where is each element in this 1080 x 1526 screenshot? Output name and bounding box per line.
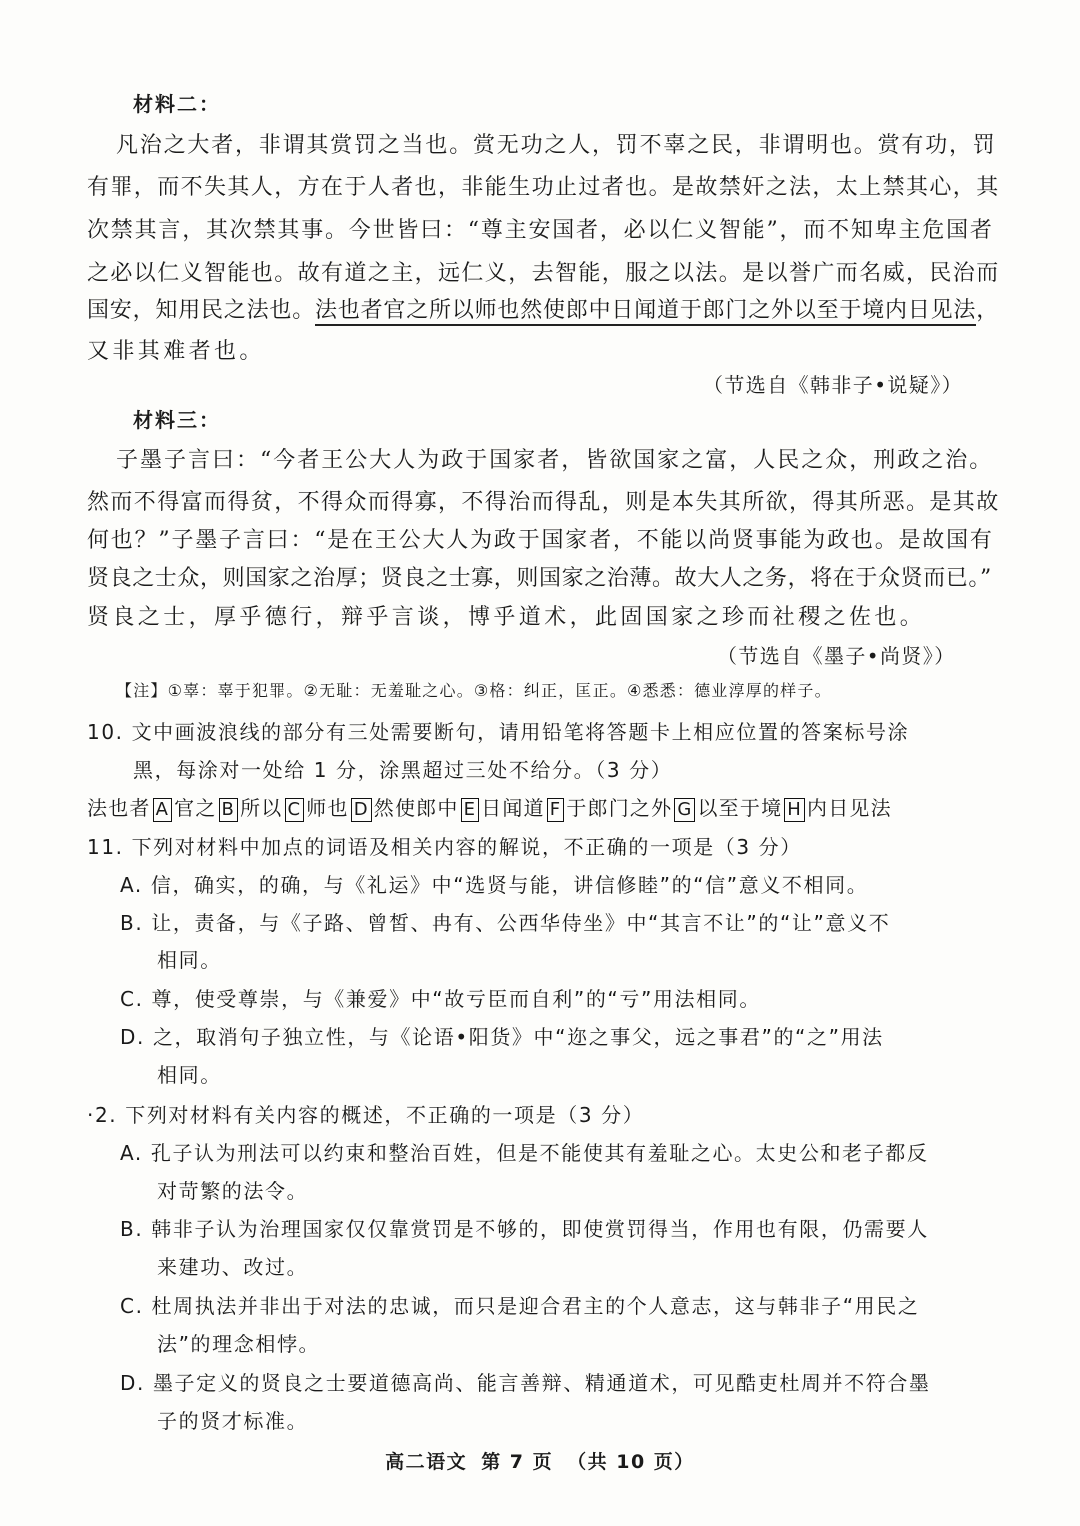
answer-box-f[interactable]: F bbox=[547, 798, 565, 822]
material-three-line-5: 贤良之士，厚乎德行，辩乎言谈，博乎道术，此固国家之珍而社稷之佐也。 bbox=[87, 605, 926, 630]
option-letter: A. bbox=[120, 1141, 143, 1165]
q12-option-b[interactable] bbox=[120, 1213, 929, 1242]
q12-option-d[interactable] bbox=[120, 1367, 931, 1396]
option-text: 孔子认为刑法可以约束和整治百姓，但是不能使其有羞耻之心。太史公和老子都反 bbox=[150, 1141, 929, 1165]
question-12-stem: 下列对材料有关内容的概述，不正确的一项是（3 分） bbox=[125, 1103, 645, 1127]
q11-option-d-cont: 相同。 bbox=[157, 1063, 222, 1087]
q12-option-c[interactable] bbox=[120, 1290, 919, 1319]
q12-option-b-cont: 来建功、改过。 bbox=[157, 1255, 309, 1279]
material-two-source: （节选自《韩非子•说疑》） bbox=[703, 373, 963, 397]
material-two-line-3: 次禁其言，其次禁其事。今世皆曰：“尊主安国者，必以仁义智能”，而不知卑主危国者 bbox=[87, 218, 994, 243]
q12-option-c-cont: 法”的理念相悖。 bbox=[157, 1332, 321, 1356]
question-10-line-2: 黑，每涂对一处给 1 分，涂黑超过三处不给分。（3 分） bbox=[133, 758, 673, 782]
q11-option-a[interactable] bbox=[120, 869, 868, 898]
material-three-label: 材料三： bbox=[133, 408, 221, 432]
question-12-number: ·2. bbox=[87, 1103, 118, 1127]
option-letter: C. bbox=[120, 1294, 144, 1318]
question-11 bbox=[87, 831, 802, 860]
question-10-sentence bbox=[87, 792, 892, 822]
material-three-line-3: 何也？”子墨子言曰：“是在王公大人为政于国家者，不能以尚贤事能为政也。是故国有 bbox=[87, 528, 994, 553]
footer-page-number: 第 7 页 bbox=[481, 1451, 554, 1473]
segment-text: 师也 bbox=[306, 796, 349, 820]
option-text: 尊，使受尊崇，与《兼爱》中“故亏臣而自利”的“亏”用法相同。 bbox=[151, 987, 761, 1011]
wavy-underlined-passage: 法也者官之所以师也然使郎中日闻道于郎门之外以至于境内日见法 bbox=[315, 298, 976, 326]
answer-box-b[interactable]: B bbox=[219, 798, 239, 822]
option-text: 之，取消句子独立性，与《论语•阳货》中“迩之事父，远之事君”的“之”用法 bbox=[152, 1025, 884, 1049]
option-letter: C. bbox=[120, 987, 144, 1011]
footer-total-pages: （共 10 页） bbox=[567, 1451, 695, 1473]
answer-box-d[interactable]: D bbox=[351, 798, 372, 822]
question-10-number: 10. bbox=[87, 720, 124, 744]
material-two-line-6: 又非其难者也。 bbox=[87, 339, 265, 364]
q11-option-c[interactable] bbox=[120, 983, 761, 1012]
q12-option-a[interactable] bbox=[120, 1137, 928, 1166]
option-text: 信，确实，的确，与《礼运》中“选贤与能，讲信修睦”的“信”意义不相同。 bbox=[150, 873, 869, 897]
material-two-line-5 bbox=[87, 293, 999, 324]
option-letter: D. bbox=[120, 1025, 145, 1049]
answer-box-c[interactable]: C bbox=[285, 798, 305, 822]
segment-text: 官之 bbox=[174, 796, 217, 820]
material-two-line-4: 之必以仁义智能也。故有道之主，远仁义，去智能，服之以法。是以誉广而名威，民治而 bbox=[87, 261, 1000, 286]
material-three-line-1: 子墨子言曰：“今者王公大人为政于国家者，皆欲国家之富，人民之众，刑政之治。 bbox=[116, 448, 994, 473]
question-10-line-1: 文中画波浪线的部分有三处需要断句，请用铅笔将答题卡上相应位置的答案标号涂 bbox=[131, 720, 910, 744]
material-three-line-4: 贤良之士众，则国家之治厚；贤良之士寡，则国家之治薄。故大人之务，将在于众贤而已。” bbox=[87, 566, 992, 591]
material-two-line-5-pre: 国安，知用民之法也。 bbox=[87, 298, 316, 323]
option-text: 让，责备，与《子路、曾皙、冉有、公西华侍坐》中“其言不让”的“让”意义不 bbox=[151, 911, 891, 935]
answer-box-h[interactable]: H bbox=[784, 798, 805, 822]
question-11-number: 11. bbox=[87, 835, 124, 859]
material-three-line-2: 然而不得富而得贫，不得众而得寡，不得治而得乱，则是本失其所欲，得其所恶。是其故 bbox=[87, 490, 1000, 515]
material-two-line-2: 有罪，而不失其人，方在于人者也，非能生功止过者也。是故禁奸之法，太上禁其心，其 bbox=[87, 175, 1000, 200]
question-12 bbox=[87, 1099, 644, 1128]
option-letter: A. bbox=[120, 873, 143, 897]
material-three-source: （节选自《墨子•尚贤》） bbox=[717, 644, 956, 668]
q12-option-a-cont: 对苛繁的法令。 bbox=[157, 1179, 309, 1203]
option-letter: D. bbox=[120, 1371, 145, 1395]
material-two-line-1: 凡治之大者，非谓其赏罚之当也。赏无功之人，罚不辜之民，非谓明也。赏有功，罚 bbox=[116, 133, 997, 158]
option-text: 墨子定义的贤良之士要道德高尚、能言善辩、精通道术，可见酷吏杜周并不符合墨 bbox=[152, 1371, 931, 1395]
annotation-note: 【注】①辜：辜于犯罪。②无耻：无羞耻之心。③格：纠正，匡正。④悉悉：德业淳厚的样子。 bbox=[116, 681, 832, 700]
footer-subject: 高二语文 bbox=[385, 1451, 468, 1473]
option-letter: B. bbox=[120, 1217, 144, 1241]
segment-text: 于郎门之外 bbox=[566, 796, 673, 820]
q11-option-b[interactable] bbox=[120, 907, 890, 936]
q11-option-d[interactable] bbox=[120, 1021, 884, 1050]
question-10 bbox=[87, 716, 909, 745]
segment-text: 日闻道 bbox=[481, 796, 545, 820]
segment-text: 然使郎中 bbox=[373, 796, 459, 820]
answer-box-g[interactable]: G bbox=[674, 798, 695, 822]
segment-text: 以至于境 bbox=[697, 796, 783, 820]
page-footer bbox=[0, 1447, 1080, 1474]
segment-text: 所以 bbox=[240, 796, 283, 820]
answer-box-e[interactable]: E bbox=[461, 798, 480, 822]
question-11-stem: 下列对材料中加点的词语及相关内容的解说，不正确的一项是（3 分） bbox=[131, 835, 802, 859]
material-two-line-5-post: ， bbox=[976, 298, 1000, 323]
q12-option-d-cont: 子的贤才标准。 bbox=[157, 1409, 309, 1433]
segment-text: 内日见法 bbox=[807, 796, 892, 820]
answer-box-a[interactable]: A bbox=[153, 798, 173, 822]
segment-text: 法也者 bbox=[87, 796, 151, 820]
material-two-label: 材料二： bbox=[133, 92, 221, 116]
option-letter: B. bbox=[120, 911, 144, 935]
option-text: 杜周执法并非出于对法的忠诚，而只是迎合君主的个人意志，这与韩非子“用民之 bbox=[151, 1294, 920, 1318]
option-text: 韩非子认为治理国家仅仅靠赏罚是不够的，即使赏罚得当，作用也有限，仍需要人 bbox=[151, 1217, 929, 1241]
q11-option-b-cont: 相同。 bbox=[157, 948, 222, 972]
